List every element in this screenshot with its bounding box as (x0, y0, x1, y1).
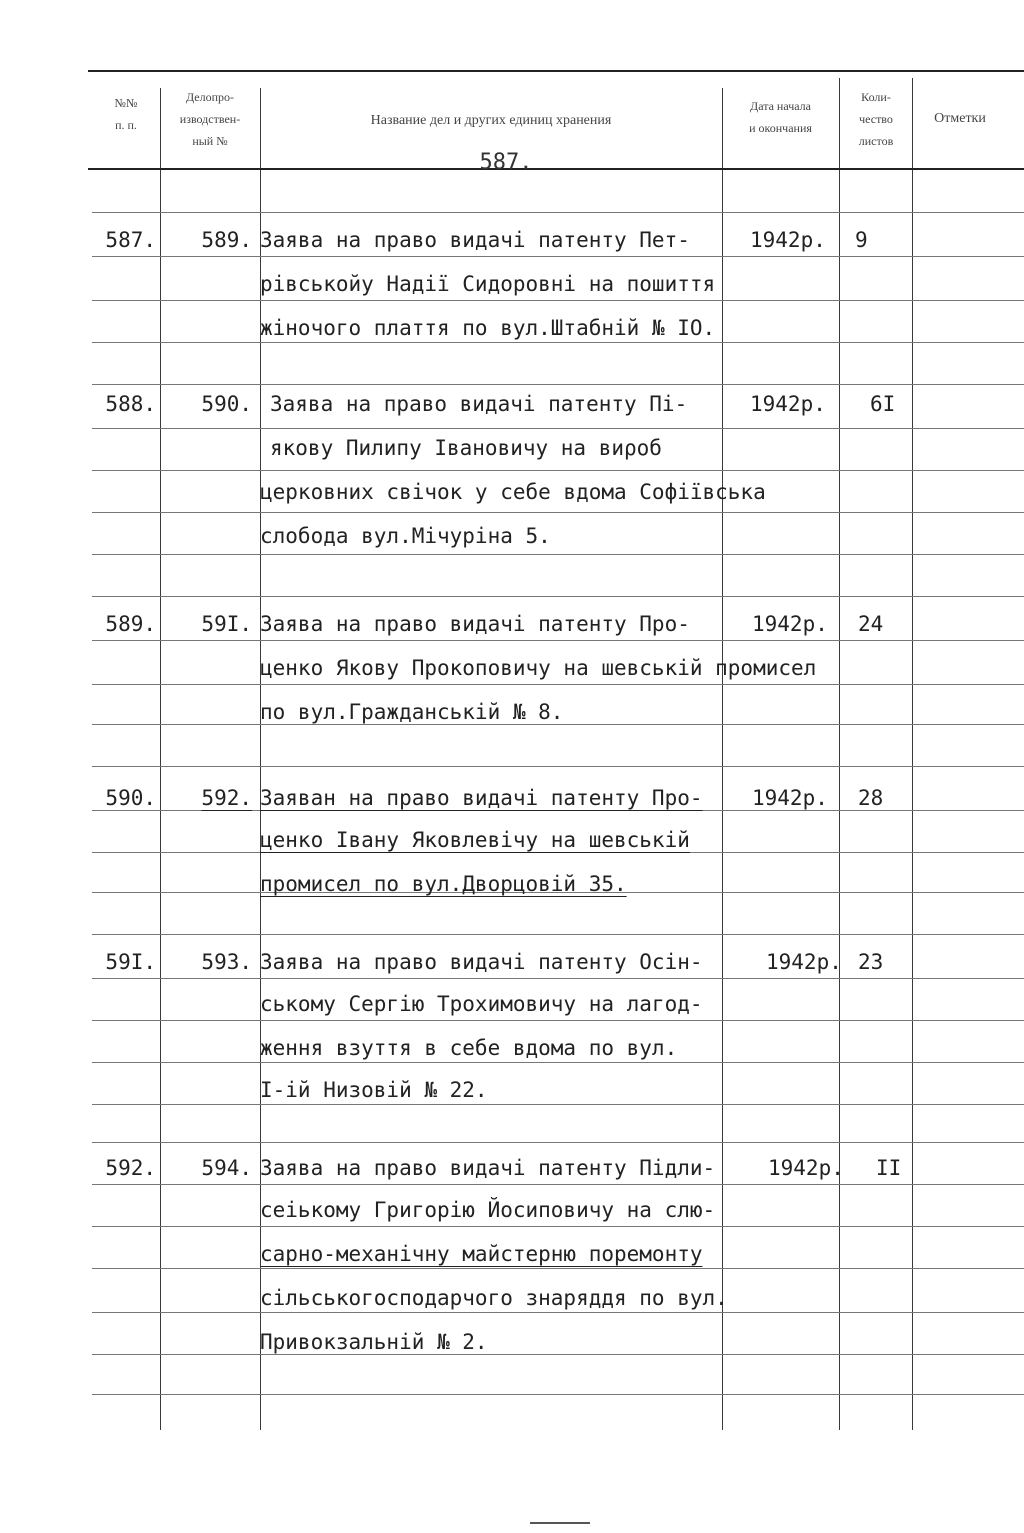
column-divider (722, 88, 723, 1430)
column-divider (839, 78, 840, 1430)
header-col-number: №№ п. п. (114, 96, 138, 132)
entry-date: 1942р. (750, 228, 826, 252)
entry-sheets: 24 (858, 612, 884, 636)
entry-title-line: ському Сергію Трохимовичу на лагод- (260, 992, 703, 1016)
entry-case-number: 59I. (201, 612, 252, 636)
column-divider (912, 78, 913, 1430)
row-rule (92, 554, 1024, 555)
header-col-title: Название дел и других единиц хранения (370, 113, 612, 128)
column-divider (160, 88, 161, 1430)
entry-number: 589. (105, 612, 156, 636)
header-col-notes: Отметки (934, 111, 986, 126)
entry-title-line: Заява на право видачі патенту Підли- (260, 1156, 716, 1180)
entry-title-line: жіночого плаття по вул.Штабній № IO. (260, 316, 716, 340)
row-rule (92, 766, 1024, 767)
row-rule (92, 1268, 1024, 1269)
row-rule (92, 978, 1024, 979)
row-rule (92, 1394, 1024, 1395)
entry-title-line: церковних свічок у себе вдома Софіївська (260, 480, 766, 504)
entry-case-number: 594. (201, 1156, 252, 1180)
row-rule (92, 300, 1024, 301)
entry-title-line: Заява на право видачі патенту Пі- (270, 392, 688, 416)
entry-date: 1942р. (752, 612, 828, 636)
row-rule (92, 1312, 1024, 1313)
entry-title-line: ження взуття в себе вдома по вул. (260, 1036, 678, 1060)
row-rule (92, 1062, 1024, 1063)
entry-title-line: якову Пилипу Івановичу на виροб (270, 436, 662, 460)
entry-sheets: 28 (858, 786, 884, 810)
entry-title-line: Заява на право видачі патенту Пет- (260, 228, 690, 252)
entry-sheets: 9 (855, 228, 868, 252)
row-rule (92, 1142, 1024, 1143)
row-rule (92, 852, 1024, 853)
entry-title-line: Привокзальній № 2. (260, 1330, 488, 1354)
row-rule (92, 1226, 1024, 1227)
header-col-case-number: Делопро- изводствен- ный № (179, 90, 241, 148)
entry-title-line: I-ій Низовій № 22. (260, 1078, 488, 1102)
entry-date: 1942р. (766, 950, 842, 974)
page-number: 587. (479, 150, 533, 175)
row-rule (92, 934, 1024, 935)
row-rule (92, 1020, 1024, 1021)
entry-title-line: слобода вул.Мічуріна 5. (260, 524, 551, 548)
entry-number: 592. (105, 1156, 156, 1180)
page-footer-mark (530, 1522, 590, 1524)
row-rule (92, 1184, 1024, 1185)
entry-title-line: промисел по вул.Дворцовій 35. (260, 872, 627, 896)
entry-number: 59I. (105, 950, 156, 974)
entry-title-line: по вул.Гражданській № 8. (260, 700, 564, 724)
entry-title-line: Заява на право видачі патенту Про- (260, 612, 690, 636)
row-rule (92, 384, 1024, 385)
entry-case-number: 589. (201, 228, 252, 252)
entry-date: 1942р. (750, 392, 826, 416)
row-rule (92, 212, 1024, 213)
entry-title-line: сеіькому Григорію Йосиповичу на слю- (260, 1198, 716, 1222)
entry-case-number: 590. (201, 392, 252, 416)
entry-sheets: II (876, 1156, 902, 1180)
entry-number: 587. (105, 228, 156, 252)
row-rule (92, 640, 1024, 641)
entry-title-line: Заява на право видачі патенту Осін- (260, 950, 703, 974)
entry-case-number: 592. (201, 786, 252, 810)
entry-date: 1942р. (752, 786, 828, 810)
entry-title-line: рівськойу Надії Сидоровні на пошиття (260, 272, 716, 296)
header-bottom-rule (88, 168, 1024, 170)
header-col-dates: Дата начала и окончания (749, 99, 812, 135)
entry-title-line: ценко Якову Прокоповичу на шевській промисел (260, 656, 817, 680)
row-rule (92, 724, 1024, 725)
entry-number: 590. (105, 786, 156, 810)
entry-title-line: Заяван на право видачі патенту Про- (260, 786, 703, 810)
row-rule (92, 512, 1024, 513)
row-rule (92, 428, 1024, 429)
row-rule (92, 256, 1024, 257)
entry-title-line: ценко Івану Яковлевічу на шевській (260, 828, 690, 852)
entry-title-line: сільськогосподарчого знаряддя по вул. (260, 1286, 728, 1310)
row-rule (92, 596, 1024, 597)
row-rule (92, 342, 1024, 343)
entry-case-number: 593. (201, 950, 252, 974)
header-top-rule (88, 70, 1024, 72)
entry-date: 1942р. (768, 1156, 844, 1180)
header-col-sheets: Коли- чество листов (858, 90, 894, 148)
entry-sheets: 6I (870, 392, 896, 416)
row-rule (92, 684, 1024, 685)
row-rule (92, 1354, 1024, 1355)
row-rule (92, 810, 1024, 811)
entry-title-line: сарно-механічну майстерню поремонту (260, 1242, 703, 1266)
row-rule (92, 470, 1024, 471)
entry-number: 588. (105, 392, 156, 416)
entry-sheets: 23 (858, 950, 884, 974)
row-rule (92, 1104, 1024, 1105)
